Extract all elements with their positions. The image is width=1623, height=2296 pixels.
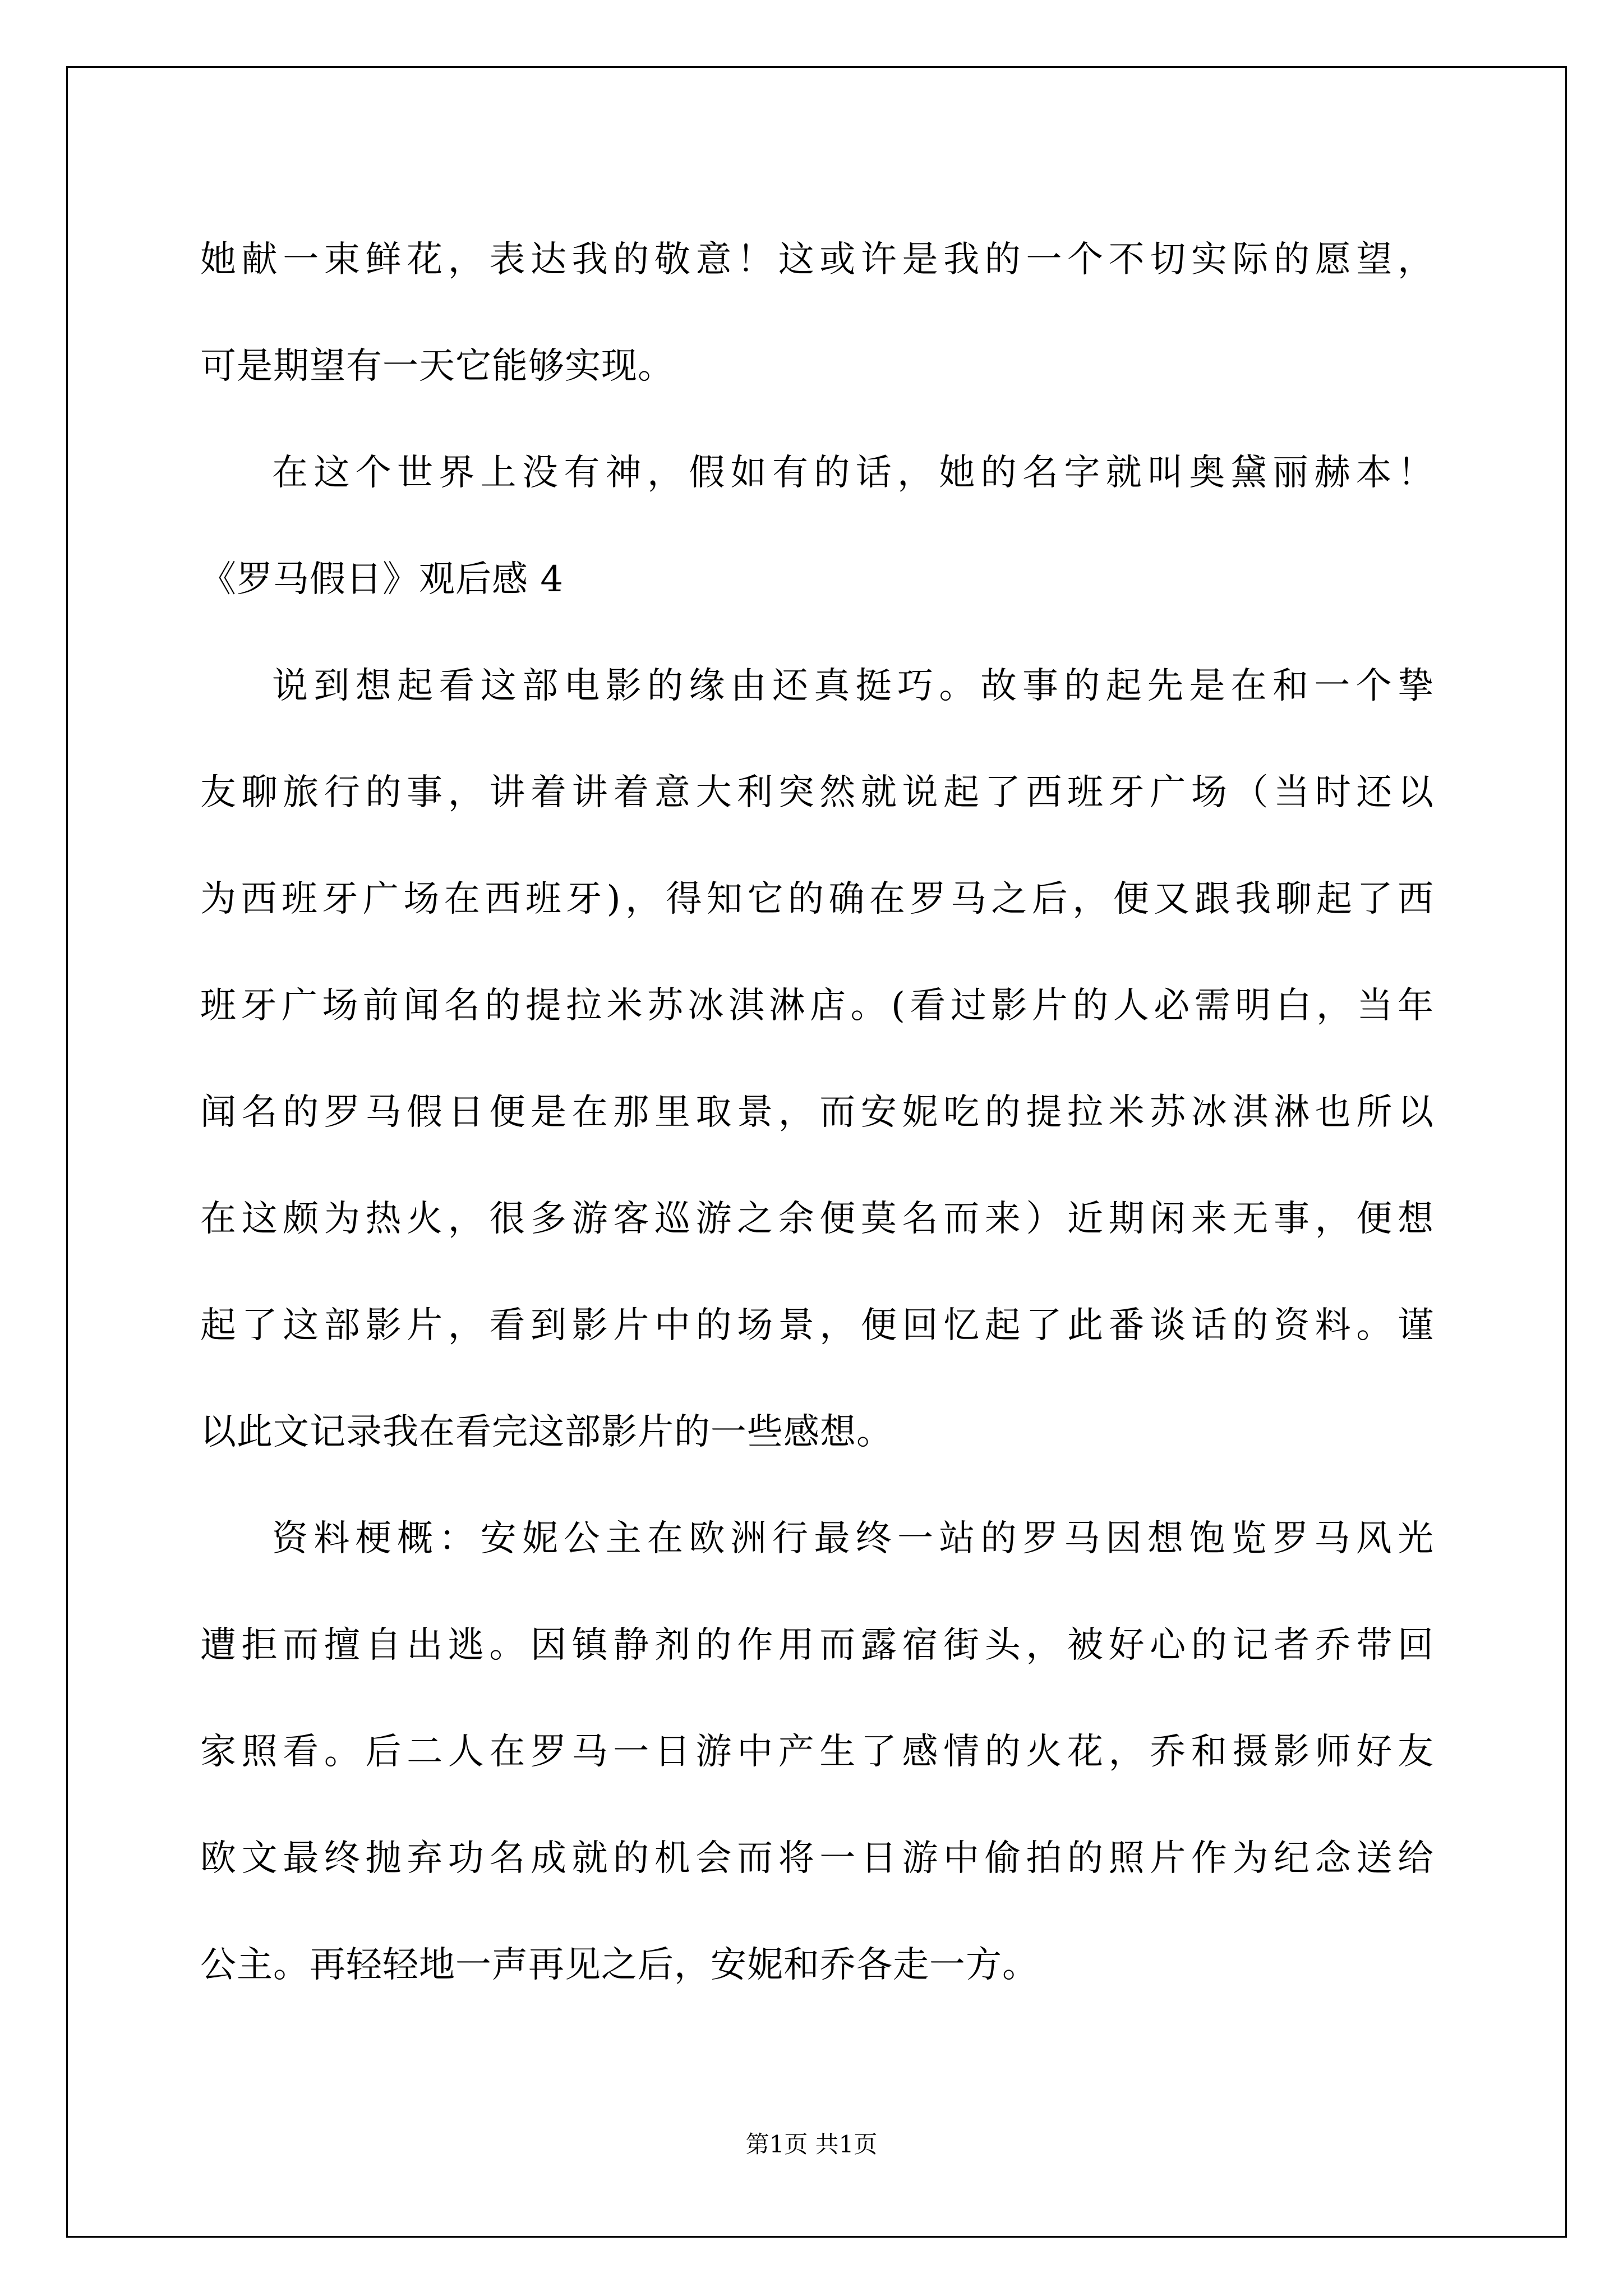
text-line: 欧文最终抛弃功名成就的机会而将一日游中偷拍的照片作为纪念送给 [200, 1838, 1434, 1879]
document-body [200, 206, 1434, 2018]
text-line: 资料梗概：安妮公主在欧洲行最终一站的罗马因想饱览罗马风光 [272, 1518, 1434, 1559]
text-line: 班牙广场前闻名的提拉米苏冰淇淋店。(看过影片的人必需明白，当年 [200, 985, 1434, 1027]
text-line: 友聊旅行的事，讲着讲着意大利突然就说起了西班牙广场（当时还以 [200, 772, 1434, 813]
text-line: 遭拒而擅自出逃。因镇静剂的作用而露宿街头，被好心的记者乔带回 [200, 1625, 1434, 1666]
text-line: 公主。再轻轻地一声再见之后，安妮和乔各走一方。 [200, 1944, 1039, 1986]
text-line: 起了这部影片，看到影片中的场景，便回忆起了此番谈话的资料。谨 [200, 1305, 1434, 1346]
page-footer: 第1页 共1页 [745, 2131, 878, 2158]
text-line: 为西班牙广场在西班牙)，得知它的确在罗马之后，便又跟我聊起了西 [200, 878, 1434, 920]
text-line: 她献一束鲜花，表达我的敬意！这或许是我的一个不切实际的愿望， [200, 239, 1434, 280]
text-line: 《罗马假日》观后感 4 [200, 559, 564, 600]
text-line: 闻名的罗马假日便是在那里取景，而安妮吃的提拉米苏冰淇淋也所以 [200, 1092, 1434, 1133]
text-line: 以此文记录我在看完这部影片的一些感想。 [200, 1411, 893, 1453]
text-line: 在这颇为热火，很多游客巡游之余便莫名而来）近期闲来无事，便想 [200, 1198, 1434, 1240]
text-line: 可是期望有一天它能够实现。 [200, 346, 674, 387]
text-line: 在这个世界上没有神，假如有的话，她的名字就叫奥黛丽赫本！ [272, 452, 1434, 494]
text-line: 说到想起看这部电影的缘由还真挺巧。故事的起先是在和一个挚 [272, 665, 1434, 707]
text-line: 家照看。后二人在罗马一日游中产生了感情的火花，乔和摄影师好友 [200, 1731, 1434, 1773]
